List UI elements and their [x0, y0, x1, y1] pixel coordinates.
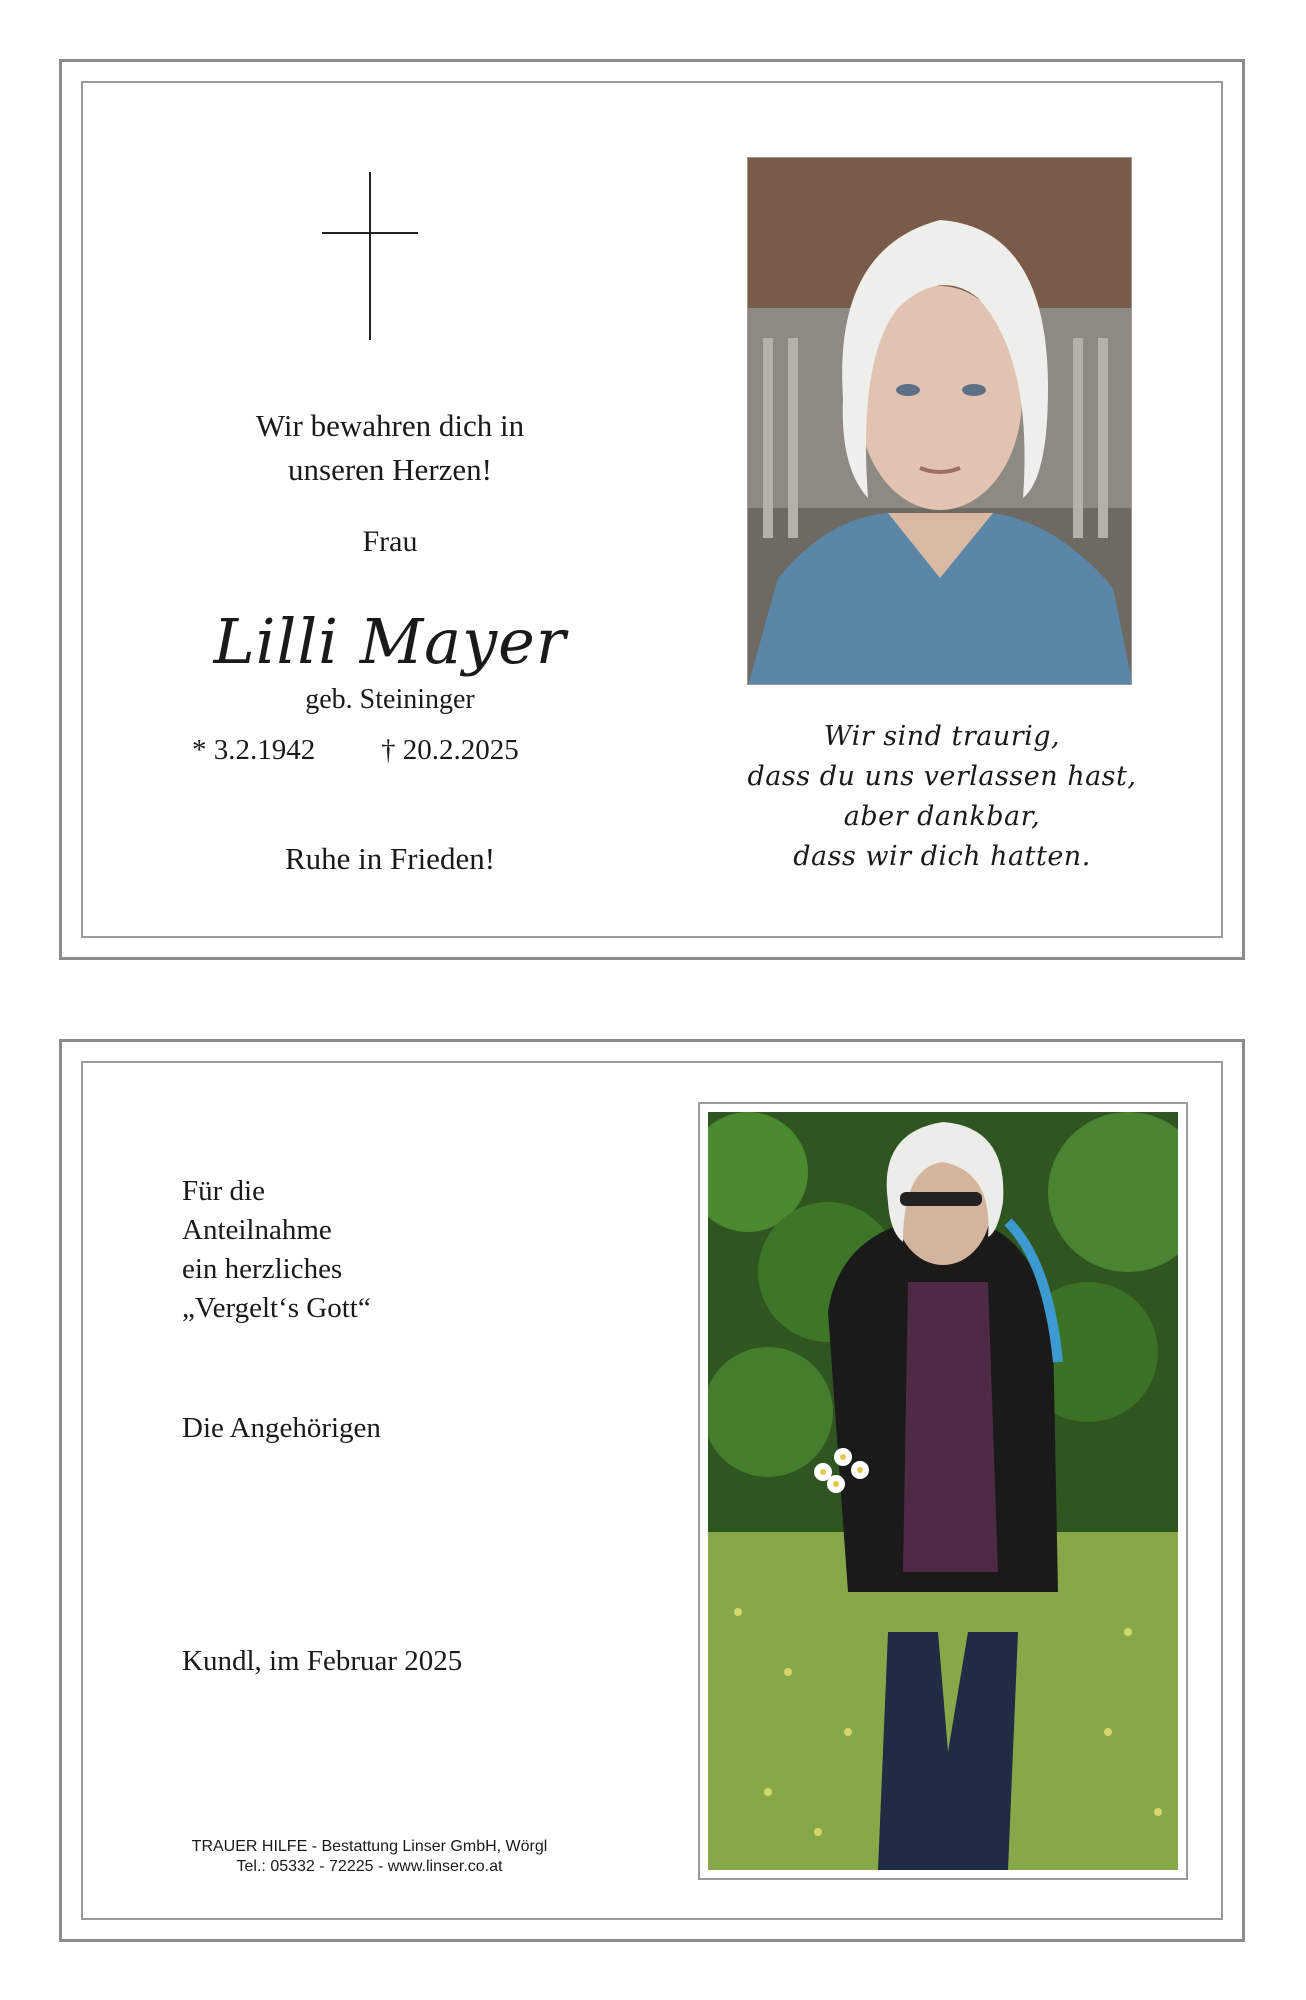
thanks-text: [182, 1172, 371, 1328]
verse-line: dass wir dich hatten.: [793, 841, 1091, 872]
verse-line: aber dankbar,: [843, 801, 1041, 832]
birth-date: * 3.2.1942: [192, 734, 316, 766]
back-card: [59, 1039, 1245, 1942]
portrait-photo: [747, 157, 1132, 685]
thanks-line: „Vergelt‘s Gott“: [182, 1292, 371, 1324]
place-date: Kundl, im Februar 2025: [182, 1645, 463, 1677]
thanks-line: ein herzliches: [182, 1253, 343, 1285]
maiden-name: geb. Steininger: [305, 684, 475, 715]
salutation: Frau: [362, 525, 418, 558]
verse-line: dass du uns verlassen hast,: [747, 761, 1137, 792]
meadow-photo: [708, 1112, 1178, 1870]
meadow-photo-frame: [698, 1102, 1188, 1880]
funeral-home-footer: [122, 1837, 617, 1877]
thanks-line: Anteilnahme: [182, 1214, 332, 1246]
motto: [142, 404, 638, 492]
death-date: † 20.2.2025: [381, 734, 519, 766]
verse-line: Wir sind traurig,: [823, 721, 1061, 752]
closing-text: Ruhe in Frieden!: [284, 841, 496, 876]
thanks-line: Für die: [182, 1175, 265, 1207]
cross-icon: [322, 172, 418, 340]
front-card: [59, 59, 1245, 960]
footer-line-1: TRAUER HILFE - Bestattung Linser GmbH, Wörgl: [191, 1838, 548, 1855]
motto-line-2: unseren Herzen!: [288, 452, 492, 487]
relatives-text: Die Angehörigen: [182, 1412, 381, 1444]
deceased-name: Lilli Mayer: [213, 605, 567, 678]
footer-line-2: Tel.: 05332 - 72225 - www.linser.co.at: [236, 1858, 503, 1875]
verse: [712, 717, 1172, 877]
motto-line-1: Wir bewahren dich in: [255, 408, 525, 443]
